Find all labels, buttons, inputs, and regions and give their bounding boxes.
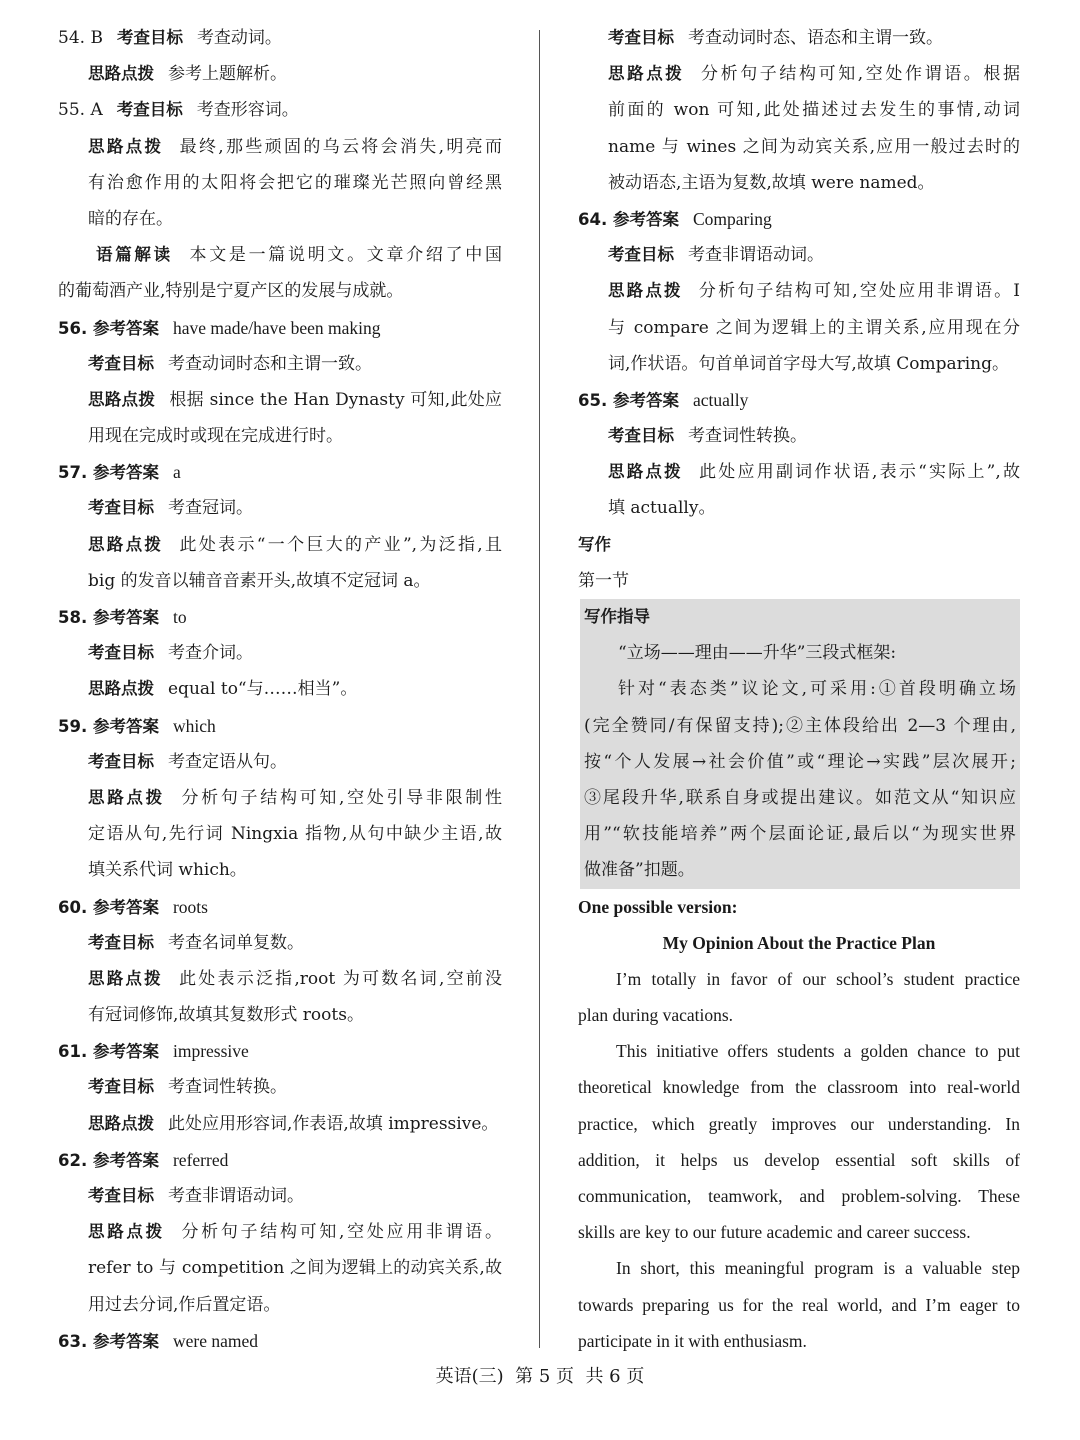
q59-line: 59. 参考答案 which xyxy=(58,715,216,736)
q57-goal: 考查目标 考查冠词。 xyxy=(88,498,253,519)
essay-p1-line-2: plan during vacations. xyxy=(578,1005,734,1026)
q63-goal: 考查目标 考查动词时态、语态和主谓一致。 xyxy=(608,28,943,48)
q57-line: 57. 参考答案 a xyxy=(58,462,181,483)
section-heading: 第一节 xyxy=(578,570,629,591)
q55-label: 55. A xyxy=(58,100,103,121)
q59-hint-line-2: 定语从句,先行词 Ningxia 指物,从句中缺少主语,故 xyxy=(88,824,502,845)
q54-tag: 考查目标 xyxy=(116,28,183,47)
q54-value: 考查动词。 xyxy=(196,28,282,48)
guide-line-4: 按“个人发展→社会价值”或“理论→实践”层次展开; xyxy=(584,751,1016,772)
guide-line-5: ③尾段升华,联系自身或提出建议。如范文从“知识应 xyxy=(584,787,1016,808)
essay-p2-line-4: addition, it helps us develop essential soft skills of xyxy=(578,1149,1020,1170)
q55-hint-line-1: 思路点拨 最终,那些顽固的乌云将会消失,明亮而 xyxy=(88,136,502,157)
q58-line: 58. 参考答案 to xyxy=(58,607,187,627)
essay-p2-line-5: communication, teamwork, and problem-solving. These xyxy=(578,1186,1020,1206)
q56-line: 56. 参考答案 have made/have been making xyxy=(58,317,381,338)
q54-label: 54. B xyxy=(58,28,103,48)
q64-goal: 考查目标 考查非谓语动词。 xyxy=(608,245,824,266)
q57-hint-line-1: 思路点拨 此处表示“一个巨大的产业”,为泛指,且 xyxy=(88,534,502,555)
passage-line-2: 的葡萄酒产业,特别是宁夏产区的发展与成就。 xyxy=(58,281,404,302)
q58-goal: 考查目标 考查介词。 xyxy=(88,643,253,664)
q59-hint-line-1: 思路点拨 分析句子结构可知,空处引导非限制性 xyxy=(88,787,502,808)
essay-p2-line-2: theoretical knowledge from the classroom into real-world xyxy=(578,1077,1020,1098)
q61-goal: 考查目标 考查词性转换。 xyxy=(88,1077,287,1098)
q62-answer: referred xyxy=(172,1149,229,1170)
q65-line: 65. 参考答案 actually xyxy=(578,389,749,410)
left-column xyxy=(58,20,502,1359)
q63-answer: were named xyxy=(172,1330,259,1351)
q63-hint-line-1: 思路点拨 分析句子结构可知,空处作谓语。根据 xyxy=(608,64,1020,85)
q55-line: 55. A 考查目标 考查形容词。 xyxy=(58,100,299,121)
q61-line: 61. 参考答案 impressive xyxy=(58,1041,249,1062)
q64-hint-line-3: 词,作状语。句首单词首字母大写,故填 Comparing。 xyxy=(608,353,1009,374)
passage-tag: 语篇解读 xyxy=(96,245,173,265)
q65-goal: 考查目标 考查词性转换。 xyxy=(608,426,807,447)
q61-hint: 思路点拨 此处应用形容词,作表语,故填 impressive。 xyxy=(88,1113,499,1134)
q56-hint-line-1: 思路点拨 根据 since the Han Dynasty 可知,此处应 xyxy=(88,389,502,410)
q60-answer: roots xyxy=(172,896,208,917)
essay-title: My Opinion About the Practice Plan xyxy=(662,932,936,953)
q55-hint-line-2: 有治愈作用的太阳将会把它的璀璨光芒照向曾经黑 xyxy=(88,172,502,193)
q60-line: 60. 参考答案 roots xyxy=(58,896,208,917)
q65-hint-line-2: 填 actually。 xyxy=(608,498,716,519)
q59-goal: 考查目标 考查定语从句。 xyxy=(88,751,287,772)
version-label: One possible version: xyxy=(578,896,738,917)
q63-line: 63. 参考答案 were named xyxy=(58,1330,259,1351)
q61-answer: impressive xyxy=(172,1041,249,1062)
writing-heading: 写作 xyxy=(578,534,611,554)
q64-hint-line-2: 与 compare 之间为逻辑上的主谓关系,应用现在分 xyxy=(608,317,1020,338)
writing-guide-box xyxy=(580,599,1020,889)
q63-hint-line-3: name 与 wines 之间为动宾关系,应用一般过去时的 xyxy=(608,136,1020,157)
q56-hint-line-2: 用现在完成时或现在完成进行时。 xyxy=(88,426,343,447)
q64-answer: Comparing xyxy=(692,208,772,229)
q65-answer: actually xyxy=(692,389,749,410)
q60-hint-line-2: 有冠词修饰,故填其复数形式 roots。 xyxy=(88,1005,364,1026)
page-footer: 英语(三) 第 5 页 共 6 页 xyxy=(435,1366,645,1387)
q56-goal: 考查目标 考查动词时态和主谓一致。 xyxy=(88,353,372,374)
q62-goal: 考查目标 考查非谓语动词。 xyxy=(88,1186,304,1206)
q64-hint-line-1: 思路点拨 分析句子结构可知,空处应用非谓语。I xyxy=(608,281,1020,302)
guide-line-6: 用”“软技能培养”两个层面论证,最后以“为现实世界 xyxy=(584,824,1016,845)
q59-answer: which xyxy=(172,715,216,736)
guide-line-2: 针对“表态类”议论文,可采用:①首段明确立场 xyxy=(618,679,1016,700)
q58-answer: to xyxy=(172,607,187,627)
q57-answer: a xyxy=(172,462,181,483)
q65-hint-line-1: 思路点拨 此处应用副词作状语,表示“实际上”,故 xyxy=(608,462,1020,483)
q63-hint-line-4: 被动语态,主语为复数,故填 were named。 xyxy=(608,172,935,193)
guide-line-7: 做准备”扣题。 xyxy=(584,860,695,881)
q62-hint-line-3: 用过去分词,作后置定语。 xyxy=(88,1294,281,1315)
guide-line-3: (完全赞同/有保留支持);②主体段给出 2—3 个理由, xyxy=(584,715,1016,736)
q60-hint-line-1: 思路点拨 此处表示泛指,root 为可数名词,空前没 xyxy=(88,968,502,989)
q59-hint-line-3: 填关系代词 which。 xyxy=(88,860,247,881)
essay-p2-line-1: This initiative offers students a golden chance to put xyxy=(616,1041,1020,1062)
q63-hint-line-2: 前面的 won 可知,此处描述过去发生的事情,动词 xyxy=(608,100,1020,121)
q64-line: 64. 参考答案 Comparing xyxy=(578,208,772,229)
right-column xyxy=(578,20,1020,1359)
q54-line xyxy=(58,20,502,56)
essay-p1-line-1: I’m totally in favor of our school’s student practice xyxy=(616,968,1020,989)
q54-hint: 思路点拨 参考上题解析。 xyxy=(88,64,287,85)
guide-line-1: “立场——理由——升华”三段式框架: xyxy=(618,643,897,664)
q57-hint-line-2: big 的发音以辅音音素开头,故填不定冠词 a。 xyxy=(88,570,431,591)
q62-line: 62. 参考答案 referred xyxy=(58,1149,229,1170)
essay-p3-line-3: participate in it with enthusiasm. xyxy=(578,1330,807,1351)
q62-hint-line-2: refer to 与 competition 之间为逻辑上的动宾关系,故 xyxy=(88,1258,502,1279)
q62-hint-line-1: 思路点拨 分析句子结构可知,空处应用非谓语。 xyxy=(88,1222,502,1243)
essay-p3-line-1: In short, this meaningful program is a valuable step xyxy=(616,1258,1020,1279)
guide-title: 写作指导 xyxy=(584,607,650,626)
column-divider xyxy=(539,30,540,1348)
essay-p3-line-2: towards preparing us for the real world, and I’m eager to xyxy=(578,1294,1020,1315)
passage-line-1: 语篇解读 本文是一篇说明文。文章介绍了中国 xyxy=(96,245,502,266)
essay-p2-line-6: skills are key to our future academic and career success. xyxy=(578,1222,971,1243)
q60-goal: 考查目标 考查名词单复数。 xyxy=(88,932,304,953)
q55-hint-line-3: 暗的存在。 xyxy=(88,208,173,229)
q58-hint: 思路点拨 equal to“与……相当”。 xyxy=(88,679,358,700)
q56-answer: have made/have been making xyxy=(172,317,381,338)
essay-p2-line-3: practice, which greatly improves our understanding. In xyxy=(578,1113,1020,1134)
